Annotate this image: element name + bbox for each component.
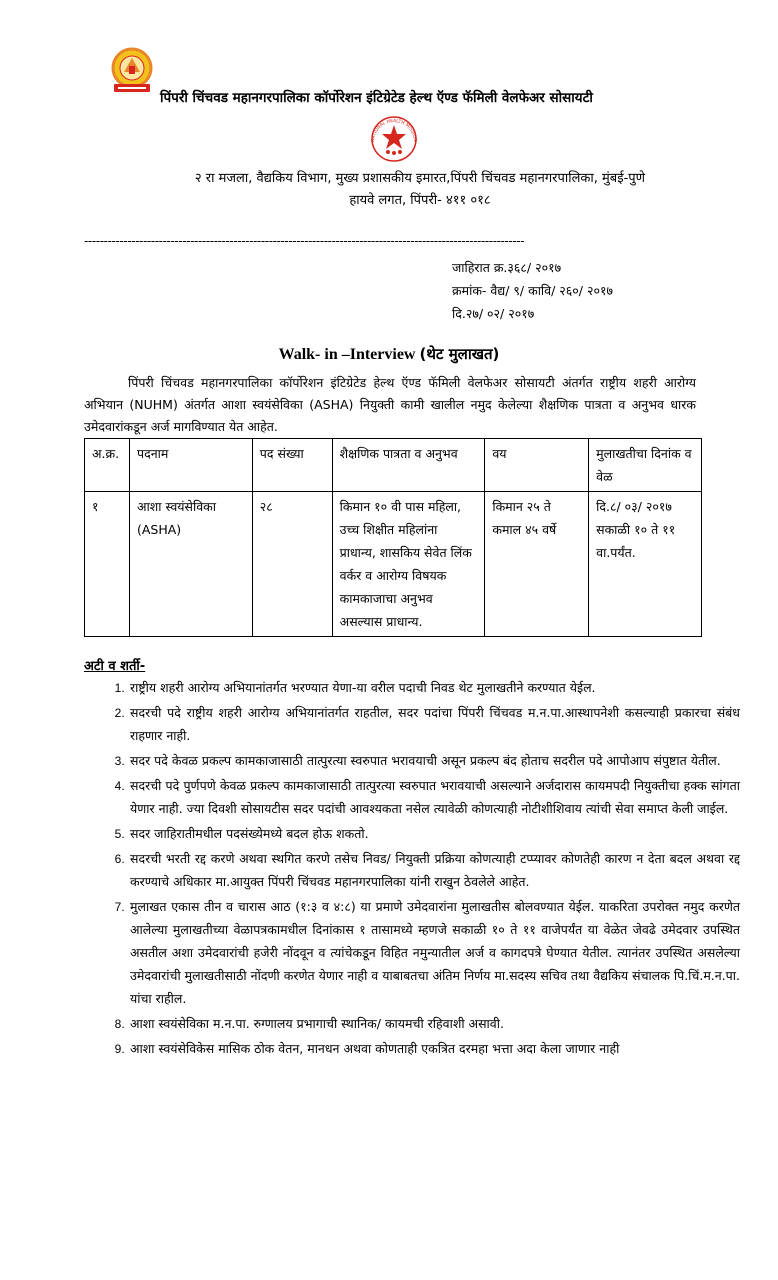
reference-date: दि.२७/ ०२/ २०१७ [452, 306, 535, 321]
order-number: क्रमांक- वैद्य/ ९/ कावि/ २६०/ २०१७ [452, 283, 613, 298]
heading-english: Walk- in –Interview [278, 346, 416, 363]
national-health-mission-logo [352, 112, 436, 166]
list-item: 9. आशा स्वयंसेविकेस मासिक ठोक वेतन, मानधन अथवा कोणताही एकत्रित दरमहा भत्ता अदा केला जाणार नाही [128, 1037, 740, 1060]
cell-sr: १ [85, 492, 130, 637]
intro-paragraph [84, 372, 696, 438]
cell-qualification: किमान १० वी पास महिला, उच्च शिक्षीत महिलांना प्राधान्य, शासकिय सेवेत लिंक वर्कर व आरोग्य विषयक कामकाजाचा अनुभव असल्यास प्राधान्य. [332, 492, 485, 637]
office-address [80, 168, 760, 212]
dashed-divider: ---------------------------------------------------------------------------------------------------------------- [84, 234, 525, 248]
page-heading [0, 344, 778, 364]
terms-list [84, 676, 740, 1062]
reference-block [452, 256, 613, 325]
header-count: पद संख्या [252, 439, 332, 492]
intro-text: पिंपरी चिंचवड महानगरपालिका कॉर्पोरेशन इंटिग्रेटेड हेल्थ ऍण्ड फॅमिली वेलफेअर सोसायटी अंतर्गत राष्ट्रीय शहरी आरोग्य अभियान (NUHM) अंतर्गत आशा स्वयंसेविका (ASHA) नियुक्ती कामी खालील नमुद केलेल्या शैक्षणिक पात्रता व अनुभव धारक उमेदवारांकडून अर्ज मागविण्यात येत आहेत. [84, 375, 696, 434]
cell-count: २८ [252, 492, 332, 637]
header-qualification: शैक्षणिक पात्रता व अनुभव [332, 439, 485, 492]
header-post: पदनाम [129, 439, 252, 492]
list-item: 5. सदर जाहिरातीमधील पदसंख्येमध्ये बदल होऊ शकतो. [128, 822, 740, 845]
list-item: 8. आशा स्वयंसेविका म.न.पा. रुग्णालय प्रभागाची स्थानिक/ कायमची रहिवाशी असावी. [128, 1012, 740, 1035]
list-item: 6. सदरची भरती रद्द करणे अथवा स्थगित करणे तसेच निवड/ नियुक्ती प्रक्रिया कोणत्याही टप्प्यावर कोणतेही कारण न देता बदल अथवा रद्द करण्याचे अधिकार मा.आयुक्त पिंपरी चिंचवड महानगरपालिका यांनी राखुन ठेवलेले आहेत. [128, 847, 740, 893]
address-line-2: हायवे लगत, पिंपरी- ४११ ०१८ [349, 193, 491, 208]
table-row [85, 492, 702, 637]
posts-table [84, 438, 702, 637]
list-item: 3. सदर पदे केवळ प्रकल्प कामकाजासाठी तात्पुरत्या स्वरुपात भरावयाची असून प्रकल्प बंद होताच सदरील पदे आपोआप संपुष्टात येतील. [128, 749, 740, 772]
advertisement-number: जाहिरात क्र.३६८/ २०१७ [452, 260, 562, 275]
heading-marathi: (थेट मुलाखत) [419, 345, 500, 363]
header-age: वय [485, 439, 589, 492]
header-interview: मुलाखतीचा दिनांक व वेळ [589, 439, 702, 492]
table-header-row [85, 439, 702, 492]
nhm-logo-text: NATIONAL HEALTH MISSION [370, 118, 418, 143]
organization-title: पिंपरी चिंचवड महानगरपालिका कॉर्पोरेशन इंटिग्रेटेड हेल्थ ऍण्ड फॅमिली वेलफेअर सोसायटी [160, 90, 593, 106]
list-item: 2. सदरची पदे राष्ट्रीय शहरी आरोग्य अभियानांतर्गत राहतील, सदर पदांचा पिंपरी चिंचवड म.न.पा.आस्थापनेशी कसल्याही प्रकारचा संबंध राहणार नाही. [128, 701, 740, 747]
header-sr: अ.क्र. [85, 439, 130, 492]
cell-interview: दि.८/ ०३/ २०१७ सकाळी १० ते ११ वा.पर्यंत. [589, 492, 702, 637]
cell-post: आशा स्वयंसेविका (ASHA) [129, 492, 252, 637]
list-item: 1. राष्ट्रीय शहरी आरोग्य अभियानांतर्गत भरण्यात येणा-या वरील पदाची निवड थेट मुलाखतीने करण्यात येईल. [128, 676, 740, 699]
list-item: 7. मुलाखत एकास तीन व चारास आठ (१:३ व ४:८) या प्रमाणे उमेदवारांना मुलाखतीस बोलवण्यात येईल. याकरिता उपरोक्त नमुद करणेत आलेल्या मुलाखतीच्या वेळापत्रकामधील दिनांकास १ तासामध्ये म्हणजे सकाळी १० ते ११ वाजेपर्यंत या वेळेत जेवढे उमेदवार उपस्थित असतील अशा उमेदवारांची हजेरी नोंदवून व त्यांचेकडून विहित नमुन्यातील अर्ज व कागदपत्रे घेण्यात येतील. त्यानंतर उपस्थित असलेल्या उमेदवारांची मुलाखतीसाठी नोंदणी करणेत येणार नाही व याबाबतचा अंतिम निर्णय मा.सदस्य सचिव तथा वैद्यकिय संचालक पि.चिं.म.न.पा. यांचा राहील. [128, 895, 740, 1010]
pcmc-logo [106, 46, 158, 96]
address-line-1: २ रा मजला, वैद्यकिय विभाग, मुख्य प्रशासकीय इमारत,पिंपरी चिंचवड महानगरपालिका, मुंबई-पुणे [194, 171, 646, 186]
list-item: 4. सदरची पदे पुर्णपणे केवळ प्रकल्प कामकाजासाठी तात्पुरत्या स्वरुपात भरावयाची असल्याने अर्जदारास कायमपदी नियुक्तीचा हक्क सांगता येणार नाही. ज्या दिवशी सोसायटीस सदर पदांची आवश्यकता नसेल त्यावेळी कोणत्याही नोटीशीशिवाय त्यांची सेवा समाप्त केली जाईल. [128, 774, 740, 820]
cell-age: किमान २५ ते कमाल ४५ वर्षे [485, 492, 589, 637]
terms-heading: अटी व शर्ती- [84, 659, 146, 674]
